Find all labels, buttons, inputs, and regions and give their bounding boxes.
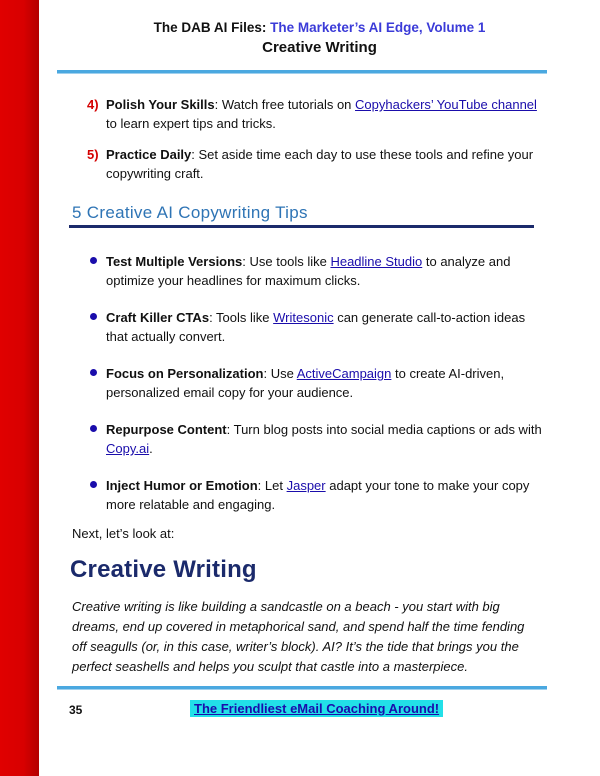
- tip-item: [87, 420, 547, 458]
- section-divider: [69, 225, 534, 228]
- item-body: : Watch free tutorials on: [214, 97, 356, 112]
- tip-body: : Turn blog posts into social media captions or ads with: [226, 422, 542, 437]
- activecampaign-link[interactable]: ActiveCampaign: [296, 366, 392, 381]
- tip-body-end: .: [149, 441, 153, 456]
- list-item: [87, 95, 547, 133]
- tip-text: [106, 308, 547, 346]
- footer-tagline-link[interactable]: The Friendliest eMail Coaching Around!: [190, 700, 443, 717]
- item-body-end: to learn expert tips and tricks.: [106, 116, 276, 131]
- document-page: [39, 0, 600, 776]
- bullet-icon: [87, 252, 106, 290]
- intro-paragraph: Creative writing is like building a sandcastle on a beach - you start with big dreams, end up covered in metaphorical sand, and spend half the time fending off seagulls (or, in this case, writer’s block). AI? It’s the tide that brings you the perfect seashells and helps you sculpt that castle into a masterpiece.: [72, 599, 525, 674]
- tip-body-end: can generate call-to-action ideas that actually convert.: [106, 310, 526, 344]
- bullet-icon: [87, 420, 106, 458]
- item-text: [106, 145, 547, 183]
- item-number: 4): [87, 97, 99, 112]
- tip-title: Craft Killer CTAs: [106, 310, 210, 325]
- tip-item: [87, 476, 547, 514]
- header-prefix: The DAB AI Files:: [153, 20, 271, 35]
- tip-title: Focus on Personalization: [106, 366, 264, 381]
- section-heading: 5 Creative AI Copywriting Tips: [72, 203, 308, 222]
- tips-list: [87, 252, 547, 532]
- tip-body: : Let: [257, 478, 287, 493]
- tip-body: : Use: [263, 366, 297, 381]
- item-number: 5): [87, 147, 99, 162]
- item-body: : Set aside time each day to use these tools and refine your copywriting craft.: [106, 147, 534, 181]
- copyhackers-link[interactable]: Copyhackers’ YouTube channel: [355, 97, 537, 112]
- page-header: [39, 20, 600, 56]
- tip-body: : Use tools like: [242, 254, 331, 269]
- tip-item: [87, 308, 547, 346]
- header-divider: [57, 70, 547, 73]
- list-item: [87, 145, 547, 183]
- red-side-bar: [0, 0, 39, 776]
- tip-text: [106, 420, 547, 458]
- page-number: 35: [69, 703, 83, 717]
- tip-text: [106, 364, 547, 402]
- bullet-icon: [87, 364, 106, 402]
- tip-body: : Tools like: [209, 310, 274, 325]
- header-title: [39, 20, 600, 35]
- transition-text: Next, let’s look at:: [72, 526, 175, 541]
- bullet-icon: [87, 476, 106, 514]
- tip-item: [87, 364, 547, 402]
- tip-body-end: to analyze and optimize your headlines for maximum clicks.: [106, 254, 511, 288]
- tip-title: Repurpose Content: [106, 422, 227, 437]
- tip-text: [106, 252, 547, 290]
- headline-studio-link[interactable]: Headline Studio: [330, 254, 423, 269]
- writesonic-link[interactable]: Writesonic: [273, 310, 334, 325]
- tip-title: Test Multiple Versions: [106, 254, 243, 269]
- tip-body-end: to create AI-driven, personalized email copy for your audience.: [106, 366, 505, 400]
- header-chapter-title: Creative Writing: [262, 39, 377, 56]
- chapter-heading: Creative Writing: [70, 556, 257, 583]
- item-title: Polish Your Skills: [106, 97, 215, 112]
- copy-ai-link[interactable]: Copy.ai: [106, 441, 150, 456]
- tip-text: [106, 476, 547, 514]
- tip-title: Inject Humor or Emotion: [106, 478, 258, 493]
- footer-divider: [57, 686, 547, 689]
- header-book-title: The Marketer’s AI Edge, Volume 1: [270, 20, 486, 35]
- tip-body-end: adapt your tone to make your copy more relatable and engaging.: [106, 478, 530, 512]
- numbered-list: [87, 95, 547, 195]
- jasper-link[interactable]: Jasper: [286, 478, 326, 493]
- item-text: [106, 95, 547, 133]
- tip-item: [87, 252, 547, 290]
- item-title: Practice Daily: [106, 147, 192, 162]
- bullet-icon: [87, 308, 106, 346]
